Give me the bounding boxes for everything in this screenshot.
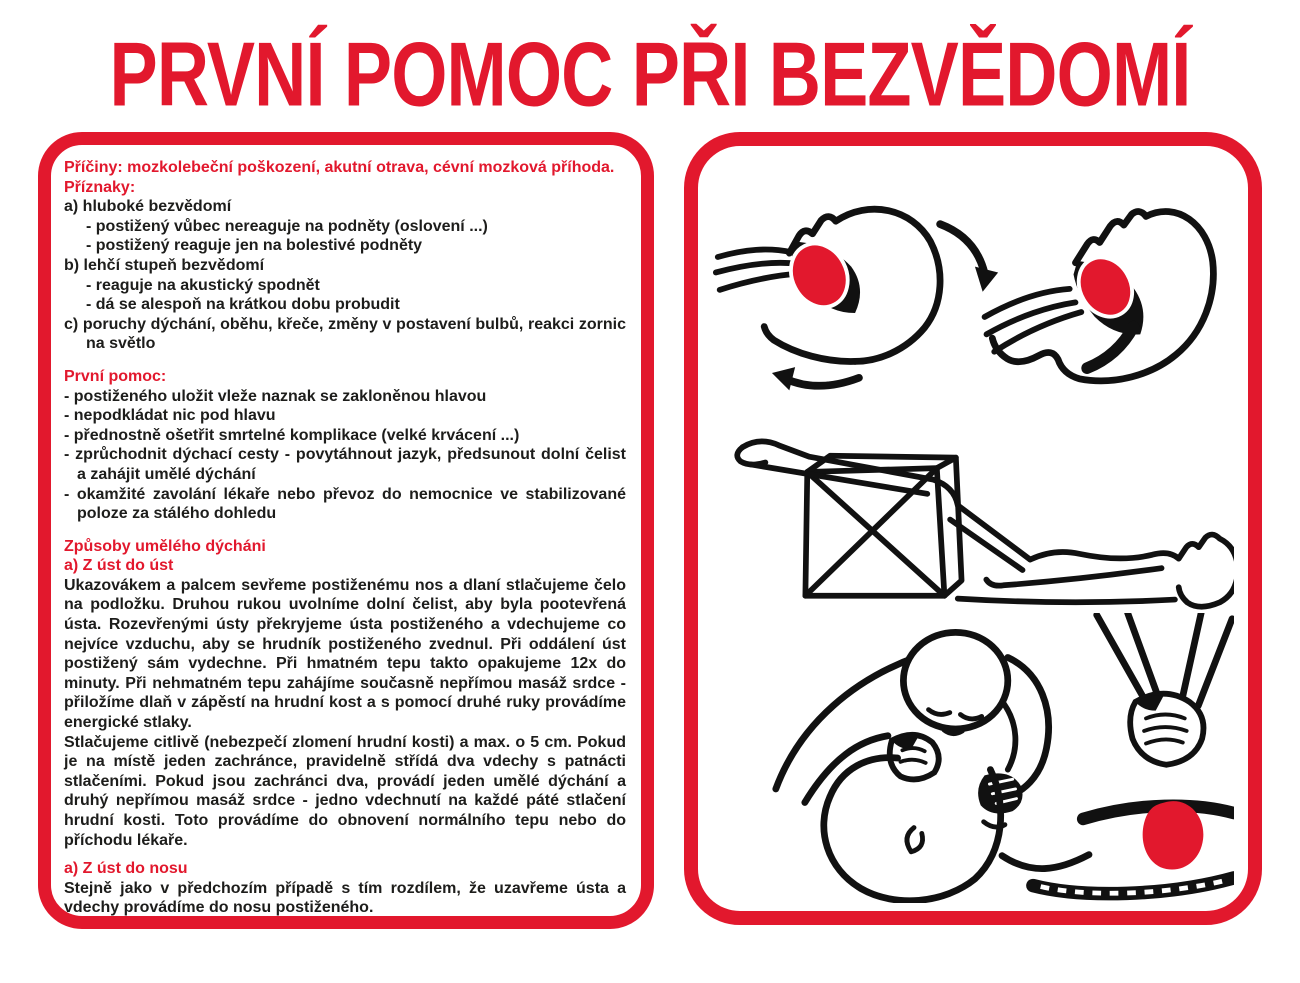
- first-aid-heading: První pomoc:: [64, 367, 167, 385]
- first-aid-item: - zprůchodnit dýchací cesty - povytáhnout jazyk, předsunout dolní čelist a zahájit umělé dýchání: [64, 446, 626, 483]
- symptoms-heading: Příznaky:: [64, 178, 136, 196]
- first-aid-item: - okamžité zavolání lékaře nebo převoz do nemocnice ve stabilizované poloze za stálého dohledu: [64, 485, 626, 523]
- symptom-item: - postižený reaguje jen na bolestivé podněty: [86, 237, 423, 255]
- legs-elevated-on-box-illustration: [712, 411, 1234, 611]
- mouth-to-mouth-paragraph: Stlačujeme citlivě (nebezpečí zlomení hrudní kosti) a max. o 5 cm. Pokud je na místě jeden zachránce, pravidelně střídá dva vdechy s patnácti stlačeními. Pokud jsou zachránci dva, provádí jeden umělé dýchání a druhý nepřímou masáž srdce - jedno vdechnutí na každé páté stlačení hrudní kosti. Toto provádíme do obnovení normálního tepu nebo do příchodu lékaře.: [64, 733, 626, 849]
- mouth-to-nose-heading: a) Z úst do nosu: [64, 860, 188, 878]
- mouth-to-mouth-and-chest-compression-illustration: [712, 613, 1234, 903]
- compression-hands: [1097, 613, 1232, 765]
- rescuer: [776, 632, 1049, 813]
- methods-heading: Způsoby umělého dýcháni: [64, 537, 266, 555]
- symptom-item: - dá se alespoň na krátkou dobu probudit: [86, 296, 400, 314]
- symptom-item: c) poruchy dýchání, oběhu, křeče, změny v postavení bulbů, reakci zornic na světlo: [64, 315, 626, 353]
- illustration-panel: [684, 132, 1262, 925]
- content-columns: [0, 132, 1300, 929]
- poster-title: PRVNÍ POMOC PŘI BEZVĚDOMÍ: [109, 23, 1191, 125]
- symptom-item: - reaguje na akustický spodnět: [86, 276, 320, 294]
- causes-line: Příčiny: mozkolebeční poškození, akutní otrava, cévní mozková příhoda.: [64, 159, 615, 176]
- first-aid-item: - nepodkládat nic pod hlavu: [64, 407, 276, 425]
- symptom-item: b) lehčí stupeň bezvědomí: [64, 256, 265, 274]
- first-aid-poster: [0, 22, 1300, 983]
- symptom-item: - postižený vůbec nereaguje na podněty (oslovení ...): [86, 217, 488, 235]
- text-panel: [38, 132, 654, 929]
- mouth-to-mouth-paragraph: Ukazovákem a palcem sevřeme postiženému nos a dlaní stlačujeme čelo na podložku. Druhou rukou uvolníme dolní čelist, aby byla pootevřená ústa. Rozevřenými ústy překryjeme ústa postiženého a vdechujeme co nejvíce vzduchu, aby se hrudník postiženého zvednul. Při oddálení úst postižený sám vydechne. Při hmatném tepu takto opakujeme 12x do minuty. Při nehmatném tepu zahájíme současně nepřímou masáž srdce - přiložíme dlaň v zápěstí na hrudní kost a s pomocí druhé ruky provádíme energické stlaky.: [64, 576, 626, 732]
- mouth-to-mouth-heading: a) Z úst do úst: [64, 557, 174, 575]
- head-tilted-open-airway: [985, 211, 1214, 380]
- mouth-to-nose-paragraph: Stejně jako v předchozím případě s tím rozdílem, že uzavřeme ústa a vdechy provádíme do nosu postiženého.: [64, 879, 626, 917]
- head-neutral-blocked-airway: [716, 209, 998, 390]
- first-aid-item: - postiženého uložit vleže naznak se zakloněnou hlavou: [64, 387, 487, 405]
- airway-head-tilt-illustration: [712, 164, 1234, 407]
- symptom-item: a) hluboké bezvědomí: [64, 198, 232, 216]
- first-aid-item: - přednostně ošetřit smrtelné komplikace (velké krvácení ...): [64, 426, 520, 444]
